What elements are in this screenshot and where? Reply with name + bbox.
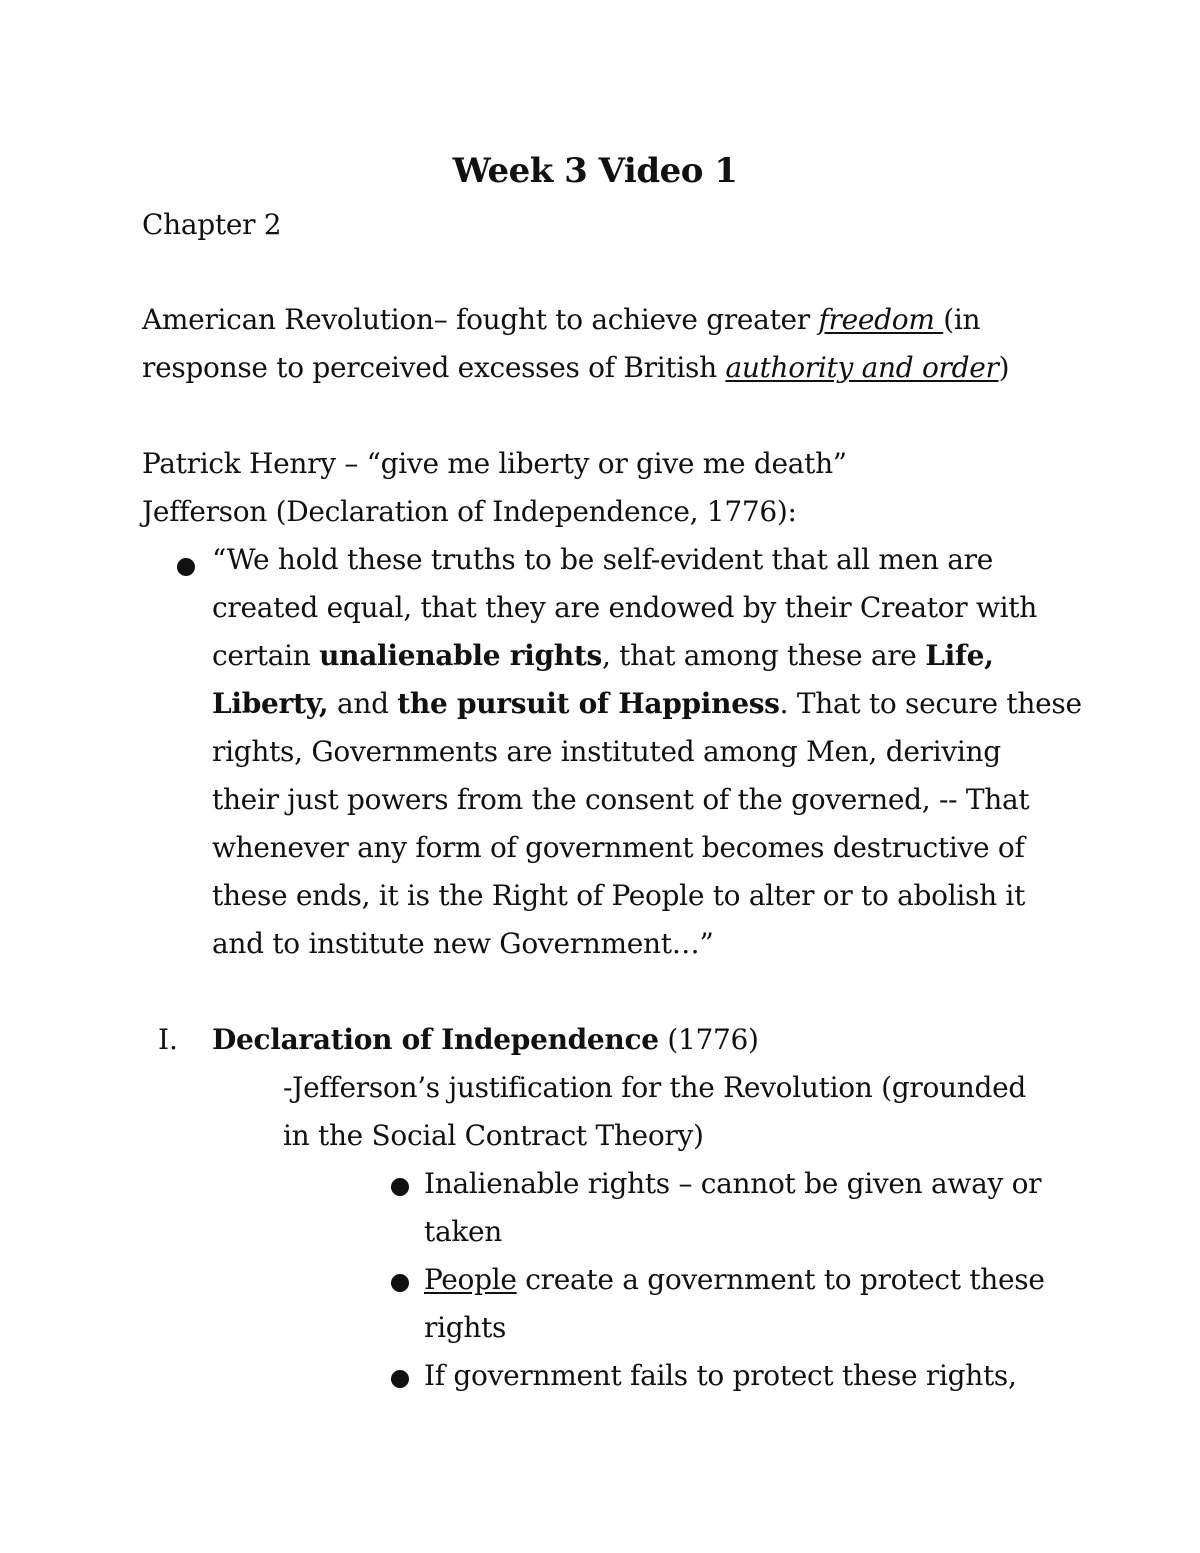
inalienable-line-2: taken bbox=[424, 1215, 503, 1248]
text-run: ) bbox=[998, 351, 1010, 384]
quote-line-5: rights, Governments are instituted among Men, deriving bbox=[212, 735, 1001, 768]
revolution-line-2 bbox=[142, 344, 1009, 392]
life-bold: Life, bbox=[925, 639, 994, 672]
patrick-henry-line: Patrick Henry – “give me liberty or give me death” bbox=[142, 447, 847, 480]
text-run: (1776) bbox=[658, 1023, 759, 1056]
fails-line-1: If government fails to protect these rights, bbox=[424, 1359, 1017, 1392]
bullet-icon bbox=[391, 1274, 409, 1292]
justification-line-1: -Jefferson’s justification for the Revolution (grounded bbox=[283, 1071, 1027, 1104]
quote-line-2: created equal, that they are endowed by their Creator with bbox=[212, 591, 1037, 624]
quote-line-1: “We hold these truths to be self-evident that all men are bbox=[212, 543, 994, 576]
quote-line-3 bbox=[212, 632, 994, 680]
quote-line-6: their just powers from the consent of the governed, -- That bbox=[212, 783, 1030, 816]
happiness-bold: the pursuit of Happiness bbox=[397, 687, 780, 720]
section-numeral: I. bbox=[158, 1023, 178, 1056]
people-line-2: rights bbox=[424, 1311, 507, 1344]
inalienable-line-1: Inalienable rights – cannot be given away or bbox=[424, 1167, 1042, 1200]
text-run: , that among these are bbox=[601, 639, 926, 672]
unalienable-rights-bold: unalienable rights bbox=[319, 639, 602, 672]
chapter-label: Chapter 2 bbox=[142, 208, 282, 241]
heading-bold: Declaration of Independence bbox=[212, 1023, 659, 1056]
text-run: (in bbox=[943, 303, 981, 336]
justification-line-2: in the Social Contract Theory) bbox=[283, 1119, 704, 1152]
bullet-icon bbox=[391, 1178, 409, 1196]
bullet-icon bbox=[177, 558, 195, 576]
text-run: American Revolution– fought to achieve greater bbox=[142, 303, 819, 336]
revolution-line-1 bbox=[142, 296, 980, 344]
quote-line-4 bbox=[212, 680, 1082, 728]
authority-emphasis: authority and order bbox=[725, 351, 999, 384]
quote-line-9: and to institute new Government…” bbox=[212, 927, 714, 960]
text-run: certain bbox=[212, 639, 320, 672]
text-run: create a government to protect these bbox=[516, 1263, 1045, 1296]
jefferson-line: Jefferson (Declaration of Independence, 1776): bbox=[142, 495, 797, 528]
bullet-icon bbox=[391, 1370, 409, 1388]
liberty-bold: Liberty, bbox=[212, 687, 329, 720]
freedom-emphasis: freedom bbox=[818, 303, 944, 336]
section-heading bbox=[212, 1016, 759, 1064]
page-title: Week 3 Video 1 bbox=[452, 151, 738, 191]
people-underlined: People bbox=[424, 1263, 517, 1296]
quote-line-7: whenever any form of government becomes destructive of bbox=[212, 831, 1025, 864]
quote-line-8: these ends, it is the Right of People to alter or to abolish it bbox=[212, 879, 1026, 912]
text-run: . That to secure these bbox=[779, 687, 1082, 720]
text-run: response to perceived excesses of British bbox=[142, 351, 726, 384]
people-line-1 bbox=[424, 1256, 1045, 1304]
text-run: and bbox=[328, 687, 398, 720]
